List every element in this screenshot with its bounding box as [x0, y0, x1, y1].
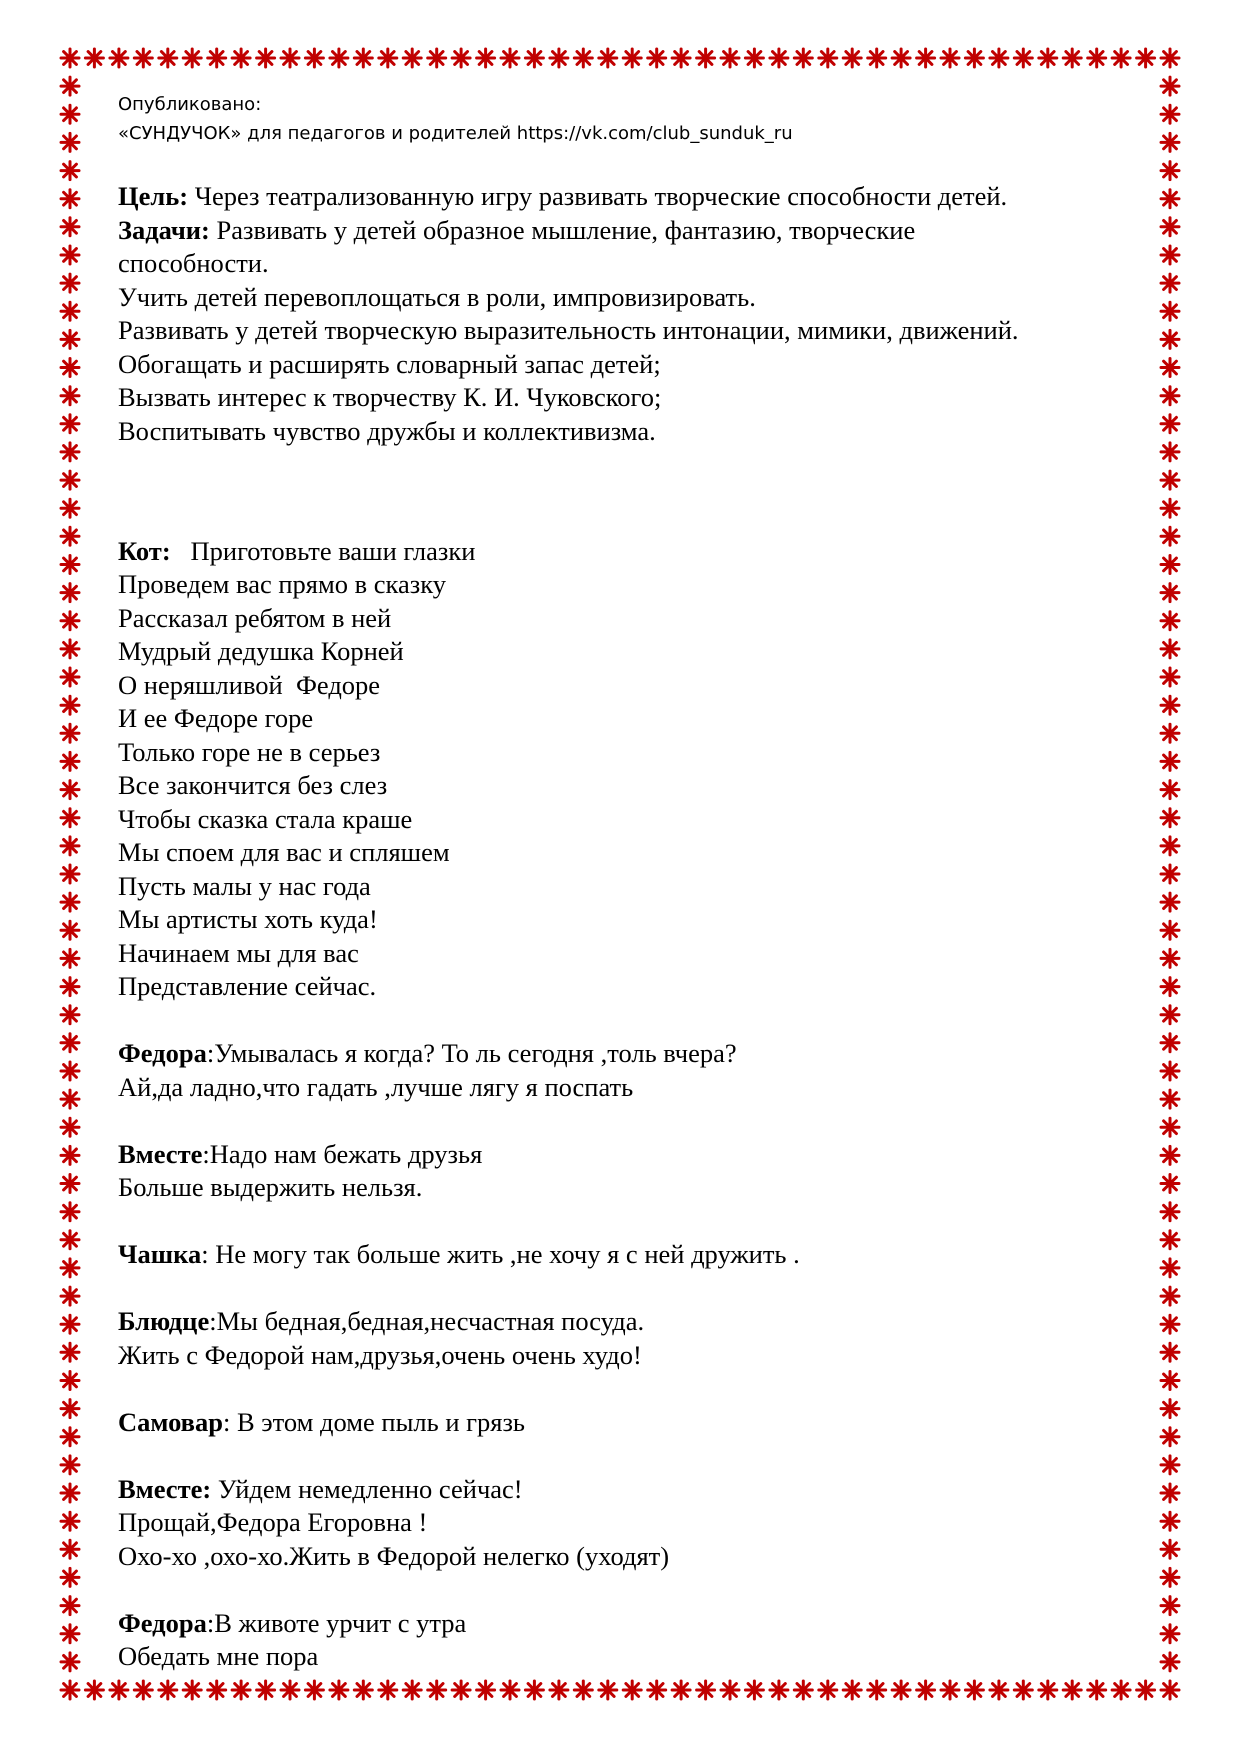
- star-icon: [1161, 1006, 1179, 1024]
- saucer-first-line: [118, 1305, 1118, 1339]
- star-icon: [61, 415, 79, 433]
- speaker-cup: Чашка: [118, 1239, 202, 1269]
- star-icon: [1161, 1118, 1179, 1136]
- star-icon: [61, 218, 79, 236]
- star-icon: [819, 49, 837, 67]
- star-icon: [61, 1540, 79, 1558]
- cat-first-line: [118, 535, 1118, 569]
- star-icon: [1161, 330, 1179, 348]
- star-icon: [61, 556, 79, 574]
- star-icon: [159, 1681, 177, 1699]
- star-icon: [452, 1681, 470, 1699]
- star-icon: [1161, 49, 1179, 67]
- star-icon: [61, 837, 79, 855]
- star-icon: [61, 499, 79, 517]
- star-icon: [61, 978, 79, 996]
- star-icon: [61, 1456, 79, 1474]
- star-icon: [1161, 584, 1179, 602]
- cat-text: Приготовьте ваши глазки: [170, 535, 476, 566]
- star-icon: [1161, 274, 1179, 292]
- star-icon: [1161, 133, 1179, 151]
- star-icon: [61, 1653, 79, 1671]
- star-icon: [61, 696, 79, 714]
- fedora2-text: :В животе урчит с утра: [206, 1607, 467, 1638]
- star-icon: [1161, 1315, 1179, 1333]
- tasks-text: Развивать у детей образное мышление, фантазию, творческие: [209, 214, 916, 245]
- star-icon: [403, 49, 421, 67]
- star-icon: [1161, 1343, 1179, 1361]
- star-icon: [1161, 1512, 1179, 1530]
- together2-line: Прощай,Федора Егоровна !: [118, 1507, 428, 1537]
- star-icon: [1161, 527, 1179, 545]
- fedora-text: :Умывалась я когда? То ль сегодня ,толь вчера?: [206, 1038, 737, 1068]
- samovar-line: [118, 1406, 1118, 1440]
- star-icon: [965, 49, 983, 67]
- star-icon: [183, 49, 201, 67]
- star-icon: [61, 443, 79, 461]
- star-icon: [61, 1343, 79, 1361]
- cat-line: Пусть малы у нас года: [118, 870, 371, 901]
- star-icon: [1161, 556, 1179, 574]
- cat-line: О неряшливой Федоре: [118, 669, 381, 700]
- star-icon: [1161, 781, 1179, 799]
- star-icon: [330, 1681, 348, 1699]
- document-body: [118, 180, 1118, 1674]
- saucer-text: :Мы бедная,бедная,несчастная посуда.: [209, 1306, 645, 1336]
- task-line: Обогащать и расширять словарный запас детей;: [118, 348, 661, 379]
- fedora2-first-line: [118, 1607, 1118, 1641]
- star-icon: [1137, 49, 1155, 67]
- star-icon: [1063, 49, 1081, 67]
- star-icon: [61, 1568, 79, 1586]
- star-icon: [1161, 1372, 1179, 1390]
- star-icon: [1161, 978, 1179, 996]
- star-icon: [110, 1681, 128, 1699]
- star-icon: [61, 809, 79, 827]
- star-icon: [61, 1062, 79, 1080]
- star-icon: [1161, 921, 1179, 939]
- together2-line: Охо-хо ,охо-хо.Жить в Федорой нелегко (уходят): [118, 1540, 670, 1571]
- star-icon: [61, 133, 79, 151]
- saucer-line: Жить с Федорой нам,друзья,очень очень худо!: [118, 1339, 642, 1370]
- star-icon: [1161, 809, 1179, 827]
- tasks-line-cont: способности.: [118, 248, 269, 278]
- star-icon: [61, 865, 79, 883]
- star-icon: [61, 359, 79, 377]
- star-icon: [892, 49, 910, 67]
- star-icon: [61, 1034, 79, 1052]
- star-icon: [1161, 1681, 1179, 1699]
- cat-line: Все закончится без слез: [118, 770, 388, 800]
- star-icon: [1161, 1090, 1179, 1108]
- star-icon: [1161, 443, 1179, 461]
- star-icon: [770, 1681, 788, 1699]
- star-icon: [428, 49, 446, 67]
- star-icon: [61, 921, 79, 939]
- star-icon: [1112, 49, 1130, 67]
- star-icon: [990, 1681, 1008, 1699]
- speaker-saucer: Блюдце: [118, 1306, 210, 1336]
- star-icon: [61, 1597, 79, 1615]
- star-icon: [61, 246, 79, 264]
- star-icon: [61, 1400, 79, 1418]
- speaker-samovar: Самовар: [118, 1406, 223, 1437]
- star-icon: [1161, 696, 1179, 714]
- star-icon: [61, 302, 79, 320]
- speaker-together: Вместе:: [118, 1473, 212, 1504]
- star-icon: [1161, 1484, 1179, 1502]
- tasks-line: [118, 214, 1118, 248]
- task-line: Учить детей перевоплощаться в роли, импровизировать.: [118, 281, 756, 312]
- publication-header: [118, 90, 1118, 148]
- star-icon: [134, 49, 152, 67]
- star-icon: [305, 1681, 323, 1699]
- star-icon: [134, 1681, 152, 1699]
- star-icon: [843, 1681, 861, 1699]
- star-icon: [648, 1681, 666, 1699]
- star-icon: [85, 49, 103, 67]
- star-icon: [1161, 190, 1179, 208]
- star-icon: [61, 1287, 79, 1305]
- cat-line: Представление сейчас.: [118, 971, 377, 1001]
- star-icon: [501, 49, 519, 67]
- star-icon: [1161, 949, 1179, 967]
- star-icon: [61, 387, 79, 405]
- star-icon: [61, 1372, 79, 1390]
- star-icon: [61, 781, 79, 799]
- cat-line: Начинаем мы для вас: [118, 937, 359, 968]
- star-icon: [965, 1681, 983, 1699]
- star-icon: [550, 49, 568, 67]
- cat-line: Рассказал ребятом в ней: [118, 602, 392, 633]
- star-icon: [623, 1681, 641, 1699]
- star-icon: [1161, 359, 1179, 377]
- star-icon: [1161, 640, 1179, 658]
- task-line: Развивать у детей творческую выразительность интонации, мимики, движений.: [118, 315, 1019, 345]
- star-icon: [1161, 1175, 1179, 1193]
- star-icon: [61, 1259, 79, 1277]
- source-line: «СУНДУЧОК» для педагогов и родителей https://vk.com/club_sunduk_ru: [118, 123, 793, 144]
- star-icon: [281, 1681, 299, 1699]
- star-icon: [745, 1681, 763, 1699]
- fedora-first-line: [118, 1037, 1118, 1071]
- star-icon: [672, 1681, 690, 1699]
- star-icon: [61, 1118, 79, 1136]
- star-icon: [110, 49, 128, 67]
- star-icon: [697, 49, 715, 67]
- star-icon: [1161, 1540, 1179, 1558]
- star-icon: [477, 1681, 495, 1699]
- star-icon: [1161, 387, 1179, 405]
- star-icon: [61, 752, 79, 770]
- star-icon: [868, 49, 886, 67]
- star-icon: [550, 1681, 568, 1699]
- star-icon: [697, 1681, 715, 1699]
- star-icon: [61, 1146, 79, 1164]
- star-icon: [61, 1006, 79, 1024]
- speaker-fedora: Федора: [118, 1607, 207, 1638]
- star-icon: [1161, 471, 1179, 489]
- star-icon: [61, 330, 79, 348]
- star-icon: [990, 49, 1008, 67]
- star-icon: [1161, 1428, 1179, 1446]
- star-icon: [208, 49, 226, 67]
- star-icon: [1161, 302, 1179, 320]
- star-icon: [745, 49, 763, 67]
- star-icon: [599, 49, 617, 67]
- star-icon: [1161, 1034, 1179, 1052]
- star-icon: [61, 77, 79, 95]
- star-icon: [941, 49, 959, 67]
- cat-line: Мы артисты хоть куда!: [118, 904, 378, 934]
- star-icon: [1161, 1287, 1179, 1305]
- star-icon: [61, 105, 79, 123]
- star-icon: [61, 527, 79, 545]
- star-icon: [379, 49, 397, 67]
- star-icon: [1161, 1568, 1179, 1586]
- star-icon: [232, 1681, 250, 1699]
- star-icon: [61, 1484, 79, 1502]
- together-line: Больше выдержить нельзя.: [118, 1172, 423, 1202]
- speaker-fedora: Федора: [118, 1038, 207, 1068]
- star-icon: [770, 49, 788, 67]
- star-icon: [1161, 865, 1179, 883]
- star-icon: [61, 1175, 79, 1193]
- star-icon: [354, 1681, 372, 1699]
- star-icon: [61, 1512, 79, 1530]
- star-icon: [61, 668, 79, 686]
- together-text: :Надо нам бежать друзья: [202, 1138, 483, 1169]
- star-icon: [1161, 612, 1179, 630]
- star-icon: [1161, 1597, 1179, 1615]
- star-icon: [61, 1090, 79, 1108]
- star-icon: [1161, 668, 1179, 686]
- star-icon: [648, 49, 666, 67]
- together2-first-line: [118, 1473, 1118, 1507]
- star-icon: [1161, 1400, 1179, 1418]
- star-icon: [623, 49, 641, 67]
- star-icon: [1161, 105, 1179, 123]
- star-icon: [599, 1681, 617, 1699]
- star-icon: [721, 1681, 739, 1699]
- star-icon: [1063, 1681, 1081, 1699]
- samovar-text: : В этом доме пыль и грязь: [222, 1406, 525, 1437]
- star-icon: [794, 1681, 812, 1699]
- star-icon: [1161, 218, 1179, 236]
- task-line: Вызвать интерес к творчеству К. И. Чуковского;: [118, 382, 662, 412]
- star-icon: [1161, 1146, 1179, 1164]
- star-icon: [281, 49, 299, 67]
- star-icon: [868, 1681, 886, 1699]
- star-icon: [61, 584, 79, 602]
- speaker-together: Вместе: [118, 1138, 203, 1169]
- star-icon: [159, 49, 177, 67]
- star-icon: [85, 1681, 103, 1699]
- star-icon: [61, 640, 79, 658]
- star-icon: [917, 1681, 935, 1699]
- star-icon: [1014, 49, 1032, 67]
- published-label: Опубликовано:: [118, 94, 262, 115]
- star-icon: [1161, 1625, 1179, 1643]
- star-icon: [1161, 893, 1179, 911]
- star-icon: [941, 1681, 959, 1699]
- fedora-line: Ай,да ладно,что гадать ,лучше лягу я поспать: [118, 1071, 634, 1102]
- star-icon: [379, 1681, 397, 1699]
- star-icon: [1161, 77, 1179, 95]
- star-icon: [354, 49, 372, 67]
- star-icon: [305, 49, 323, 67]
- star-icon: [1014, 1681, 1032, 1699]
- goal-text: Через театрализованную игру развивать творческие способности детей.: [188, 181, 1008, 211]
- cat-line: Мудрый дедушка Корней: [118, 636, 404, 666]
- star-icon: [61, 190, 79, 208]
- tasks-label: Задачи:: [118, 214, 210, 245]
- star-icon: [403, 1681, 421, 1699]
- star-icon: [1161, 1653, 1179, 1671]
- star-icon: [1161, 246, 1179, 264]
- star-icon: [208, 1681, 226, 1699]
- together-first-line: [118, 1138, 1118, 1172]
- star-icon: [1161, 1231, 1179, 1249]
- star-icon: [183, 1681, 201, 1699]
- star-icon: [61, 1315, 79, 1333]
- star-icon: [61, 949, 79, 967]
- star-icon: [61, 274, 79, 292]
- star-icon: [1088, 49, 1106, 67]
- star-icon: [61, 1625, 79, 1643]
- star-icon: [61, 162, 79, 180]
- star-icon: [574, 1681, 592, 1699]
- star-icon: [1161, 752, 1179, 770]
- cat-line: Чтобы сказка стала краше: [118, 803, 413, 834]
- cat-line: И ее Федоре горе: [118, 703, 314, 733]
- star-icon: [525, 1681, 543, 1699]
- star-icon: [1161, 415, 1179, 433]
- star-icon: [61, 724, 79, 742]
- goal-label: Цель:: [118, 181, 189, 211]
- star-icon: [574, 49, 592, 67]
- cup-line: [118, 1238, 1118, 1272]
- star-icon: [1112, 1681, 1130, 1699]
- star-icon: [61, 893, 79, 911]
- star-icon: [819, 1681, 837, 1699]
- star-icon: [428, 1681, 446, 1699]
- star-icon: [1161, 1062, 1179, 1080]
- star-icon: [1161, 1259, 1179, 1277]
- star-icon: [1161, 1456, 1179, 1474]
- star-icon: [257, 1681, 275, 1699]
- cat-line: Проведем вас прямо в сказку: [118, 569, 446, 599]
- speaker-cat: Кот:: [118, 535, 171, 566]
- star-icon: [61, 1428, 79, 1446]
- star-icon: [917, 49, 935, 67]
- star-icon: [1161, 499, 1179, 517]
- star-icon: [1161, 837, 1179, 855]
- star-icon: [477, 49, 495, 67]
- star-icon: [1161, 724, 1179, 742]
- star-icon: [61, 1231, 79, 1249]
- star-icon: [61, 49, 79, 67]
- star-icon: [61, 612, 79, 630]
- star-icon: [61, 1681, 79, 1699]
- star-icon: [1161, 1203, 1179, 1221]
- star-icon: [1039, 1681, 1057, 1699]
- star-icon: [61, 471, 79, 489]
- star-icon: [843, 49, 861, 67]
- fedora2-line: Обедать мне пора: [118, 1641, 319, 1671]
- star-icon: [330, 49, 348, 67]
- star-icon: [1088, 1681, 1106, 1699]
- star-icon: [525, 49, 543, 67]
- cup-text: : Не могу так больше жить ,не хочу я с ней дружить .: [201, 1239, 800, 1269]
- star-icon: [1137, 1681, 1155, 1699]
- cat-line: Только горе не в серьез: [118, 736, 381, 767]
- star-icon: [452, 49, 470, 67]
- star-icon: [1161, 162, 1179, 180]
- star-icon: [257, 49, 275, 67]
- star-icon: [794, 49, 812, 67]
- star-icon: [721, 49, 739, 67]
- cat-line: Мы споем для вас и спляшем: [118, 837, 450, 867]
- star-icon: [61, 1203, 79, 1221]
- star-icon: [892, 1681, 910, 1699]
- star-icon: [232, 49, 250, 67]
- star-icon: [672, 49, 690, 67]
- goal-line: [118, 180, 1118, 214]
- star-icon: [1039, 49, 1057, 67]
- star-icon: [501, 1681, 519, 1699]
- together2-text: Уйдем немедленно сейчас!: [211, 1473, 523, 1504]
- task-line: Воспитывать чувство дружбы и коллективизма.: [118, 415, 656, 446]
